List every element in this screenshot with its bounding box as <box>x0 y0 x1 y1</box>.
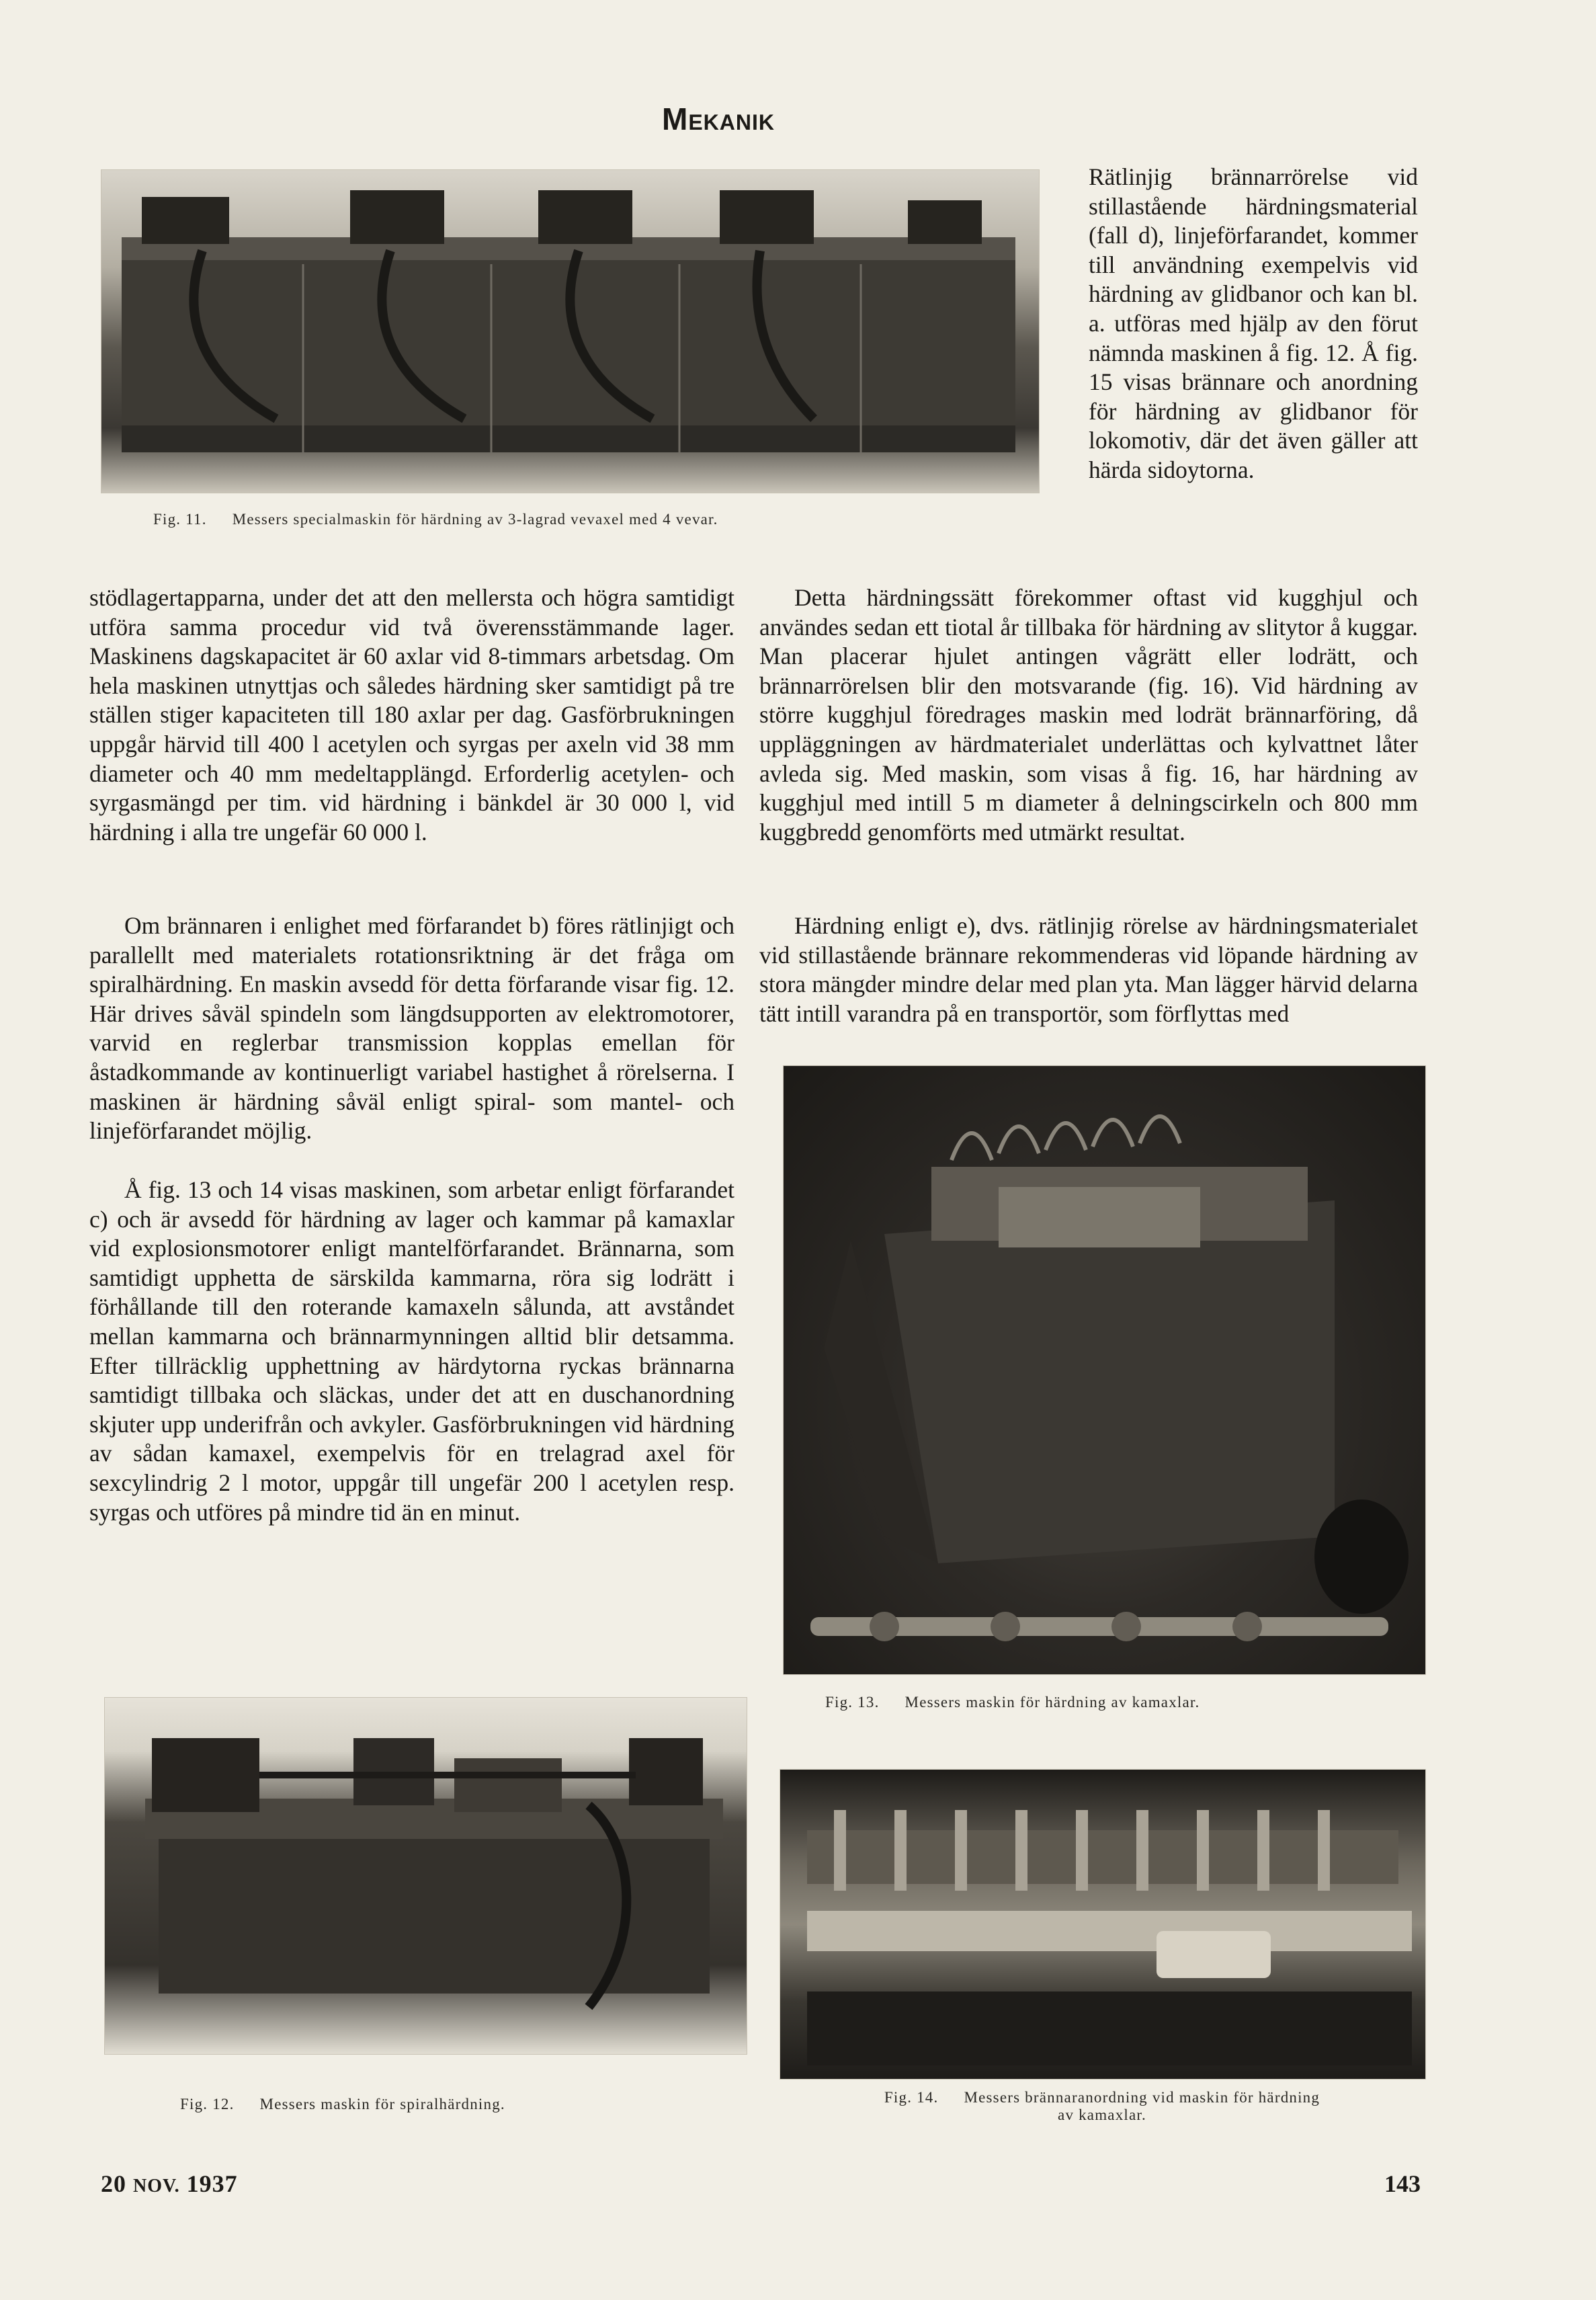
fig13-caption-text: Messers maskin för härdning av kamaxlar. <box>905 1694 1200 1711</box>
section-header: Mekanik <box>662 101 775 136</box>
fig13-number: Fig. 13. <box>825 1694 880 1711</box>
left-paragraph-1: stödlagertapparna, under det att den mellersta och högra samtidigt utföra samma procedur vid två överensstämmande lager. Maskinens dagskapacitet är 60 axlar vid 8-timmars arbetsdag. Om hela maskinen utnyttjas och således härdning sker samtidigt på tre ställen stiger kapaciteten till 180 axlar per dag. Gasförbrukningen uppgår härvid till 400 l acetylen och syrgas per axeln vid 38 mm diameter och 40 mm medeltapplängd. Erforderlig acetylen- och syrgasmängd per tim. vid härdning i bänkdel är 30 000 l, vid härdning i alla tre ungefär 60 000 l. <box>89 584 734 846</box>
issue-day: 20 <box>101 2170 126 2197</box>
right-paragraph-1: Detta härdningssätt förekommer oftast vid kugghjul och användes sedan ett tiotal år tillbaka för härdning av slitytor å kuggar. Man placerar hjulet antingen vågrätt eller lodrätt, och brännarrörelsen blir den motsvarande (fig. 16). Vid härdning av större kugghjul föredrages maskin med lodrät brännarföring, då uppläggningen av härdmaterialet underlättas och kylvattnet låter avleda sig. Med maskin, som visas å fig. 16, har härdning av kugghjul med intill 5 m diameter å delningscirkeln och 800 mm kuggbredd genomförts med utmärkt resultat. <box>759 584 1418 846</box>
fig13-machine-drawing <box>784 1066 1425 1674</box>
fig14-machine-drawing <box>780 1770 1425 2079</box>
fig11-photo <box>101 169 1040 493</box>
issue-year: 1937 <box>186 2170 238 2197</box>
fig12-caption-text: Messers maskin för spiralhärdning. <box>259 2096 505 2112</box>
fig12-caption <box>180 2096 718 2113</box>
fig12-number: Fig. 12. <box>180 2096 235 2112</box>
left-paragraph-3: Å fig. 13 och 14 visas maskinen, som arbetar enligt förfarandet c) och är avsedd för härdning av lager och kammar på kamaxlar vid explosionsmotorer enligt mantelförfarandet. Brännarna, som samtidigt upphetta de särskilda kammarna, röra sig lodrätt i förhållande till den roterande kamaxeln sålunda, att avståndet mellan kammarna och brännarmynningen alltid blir detsamma. Efter tillräcklig upphettning av härdytorna ryckas brännarna samtidigt tillbaka och släckas, under det att en duschanordning skjuter upp underifrån och avkyler. Gasförbrukningen vid härdning av sådan kamaxel, exempelvis för en trelagrad axel för sexcylindrig 2 l motor, uppgår till ungefär 200 l acetylen resp. syrgas och utföres på mindre tid än en minut. <box>89 1176 734 1526</box>
fig14-caption <box>790 2089 1415 2124</box>
right-intro-paragraph: Rätlinjig brännarrörelse vid stillastående härdningsmaterial (fall d), linjeförfarandet, kommer till användning exempelvis vid härdning av glidbanor och kan bl. a. utföras med hjälp av den förut nämnda maskinen å fig. 12. Å fig. 15 visas brännare och anordning för härdning av glidbanor för lokomotiv, där det även gäller att härda sidoytorna. <box>1089 163 1418 483</box>
fig13-caption <box>825 1694 1430 1711</box>
fig14-caption-line2: av kamaxlar. <box>1058 2106 1146 2123</box>
page-number: 143 <box>1384 2170 1421 2197</box>
fig14-number: Fig. 14. <box>884 2089 939 2106</box>
fig11-caption-text: Messers specialmaskin för härdning av 3-lagrad vevaxel med 4 vevar. <box>232 511 718 528</box>
fig11-caption <box>153 511 1027 528</box>
left-paragraph-2: Om brännaren i enlighet med förfarandet b) föres rätlinjigt och parallellt med materialets rotationsriktning är det fråga om spiralhärdning. En maskin avsedd för detta förfarande visar fig. 12. Här drives såväl spindeln som längdsupporten av elektromotorer, varvid en reglerbar transmission kopplas emellan för åstadkommande av kontinuerligt variabel hastighet å rörelserna. I maskinen är härdning såväl enligt spiral- som mantel- och linjeförfarandet möjlig. <box>89 912 734 1145</box>
fig14-photo <box>780 1769 1426 2080</box>
fig11-number: Fig. 11. <box>153 511 207 528</box>
fig13-photo <box>783 1065 1426 1675</box>
fig12-photo <box>104 1697 747 2055</box>
issue-date <box>101 2170 238 2198</box>
fig14-caption-line1 <box>790 2089 1415 2106</box>
fig12-machine-drawing <box>105 1698 747 2054</box>
issue-month: NOV. <box>133 2176 180 2196</box>
right-paragraph-2: Härdning enligt e), dvs. rätlinjig rörelse av härdningsmaterialet vid stillastående brännare rekommenderas vid löpande härdning av stora mängder mindre delar med plan yta. Man lägger härvid delarna tätt intill varandra på en transportör, som förflyttas med <box>759 912 1418 1027</box>
fig14-caption-text: Messers brännaranordning vid maskin för härdning <box>964 2089 1320 2106</box>
fig11-machine-drawing <box>101 170 1039 493</box>
